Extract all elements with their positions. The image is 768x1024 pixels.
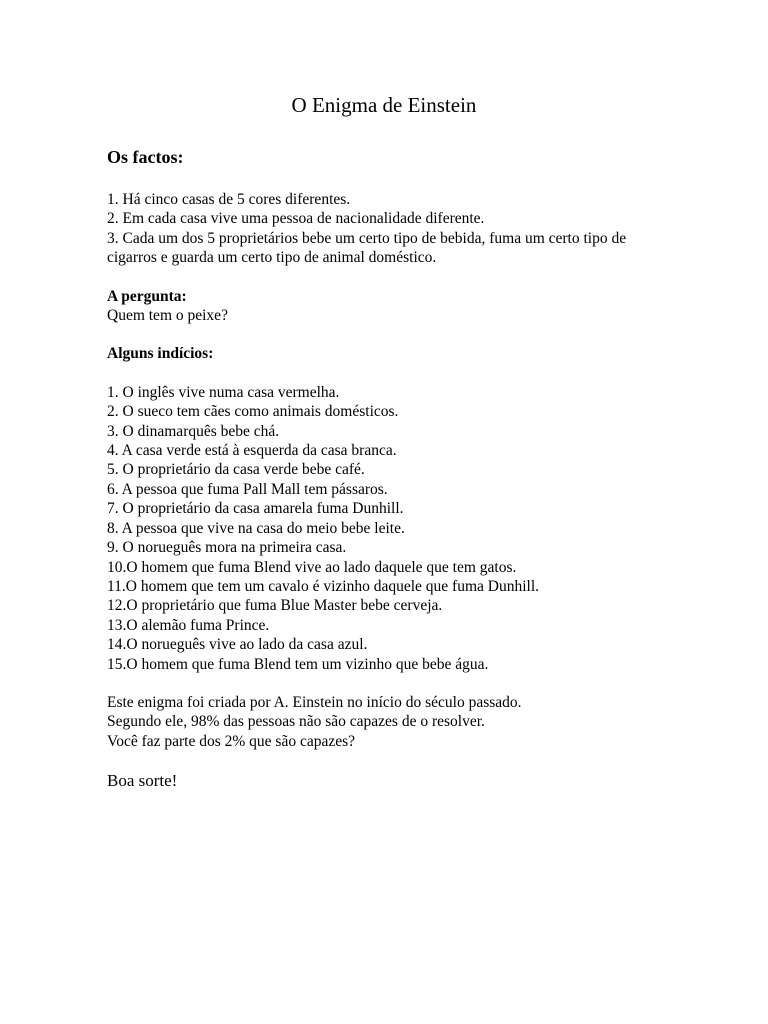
clue-line: 7. O proprietário da casa amarela fuma Dunhill. xyxy=(107,500,404,518)
clue-line: 9. O norueguês mora na primeira casa. xyxy=(107,539,347,557)
clue-line: 12.O proprietário que fuma Blue Master bebe cerveja. xyxy=(107,597,443,615)
clue-line: 8. A pessoa que vive na casa do meio bebe leite. xyxy=(107,519,405,537)
note-line: Você faz parte dos 2% que são capazes? xyxy=(107,732,356,750)
clue-line: 4. A casa verde está à esquerda da casa branca. xyxy=(107,442,397,460)
note-line: Este enigma foi criada por A. Einstein no início do século passado. xyxy=(107,693,522,711)
fact-line: 2. Em cada casa vive uma pessoa de nacionalidade diferente. xyxy=(107,210,485,228)
clue-line: 6. A pessoa que fuma Pall Mall tem pássaros. xyxy=(107,480,388,498)
question-text: Quem tem o peixe? xyxy=(107,307,228,325)
clue-line: 10.O homem que fuma Blend vive ao lado daquele que tem gatos. xyxy=(107,558,517,576)
document-title: O Enigma de Einstein xyxy=(291,93,477,117)
facts-heading: Os factos: xyxy=(107,147,184,167)
clue-line: 1. O inglês vive numa casa vermelha. xyxy=(107,383,340,401)
clue-line: 5. O proprietário da casa verde bebe café. xyxy=(107,461,365,479)
fact-line: 1. Há cinco casas de 5 cores diferentes. xyxy=(107,191,351,208)
closing-line: Boa sorte! xyxy=(107,770,178,790)
clue-line: 13.O alemão fuma Prince. xyxy=(107,616,270,634)
clue-line: 14.O norueguês vive ao lado da casa azul. xyxy=(107,636,368,654)
clues-list xyxy=(107,383,687,674)
note-paragraph xyxy=(107,693,687,751)
fact-line: cigarros e guarda um certo tipo de animal doméstico. xyxy=(107,249,437,267)
clue-line: 3. O dinamarquês bebe chá. xyxy=(107,422,280,440)
fact-line: 3. Cada um dos 5 proprietários bebe um certo tipo de bebida, fuma um certo tipo de xyxy=(107,229,627,247)
clues-heading: Alguns indícios: xyxy=(107,345,214,363)
clue-line: 15.O homem que fuma Blend tem um vizinho que bebe água. xyxy=(107,655,489,673)
document-body xyxy=(107,145,687,791)
question-heading: A pergunta: xyxy=(107,287,187,305)
note-line: Segundo ele, 98% das pessoas não são capazes de o resolver. xyxy=(107,713,485,731)
question-section xyxy=(107,287,687,326)
facts-list xyxy=(107,190,687,268)
clue-line: 11.O homem que tem um cavalo é vizinho daquele que fuma Dunhill. xyxy=(107,577,540,595)
clue-line: 2. O sueco tem cães como animais domésticos. xyxy=(107,403,399,421)
clues-section-header xyxy=(107,344,687,363)
